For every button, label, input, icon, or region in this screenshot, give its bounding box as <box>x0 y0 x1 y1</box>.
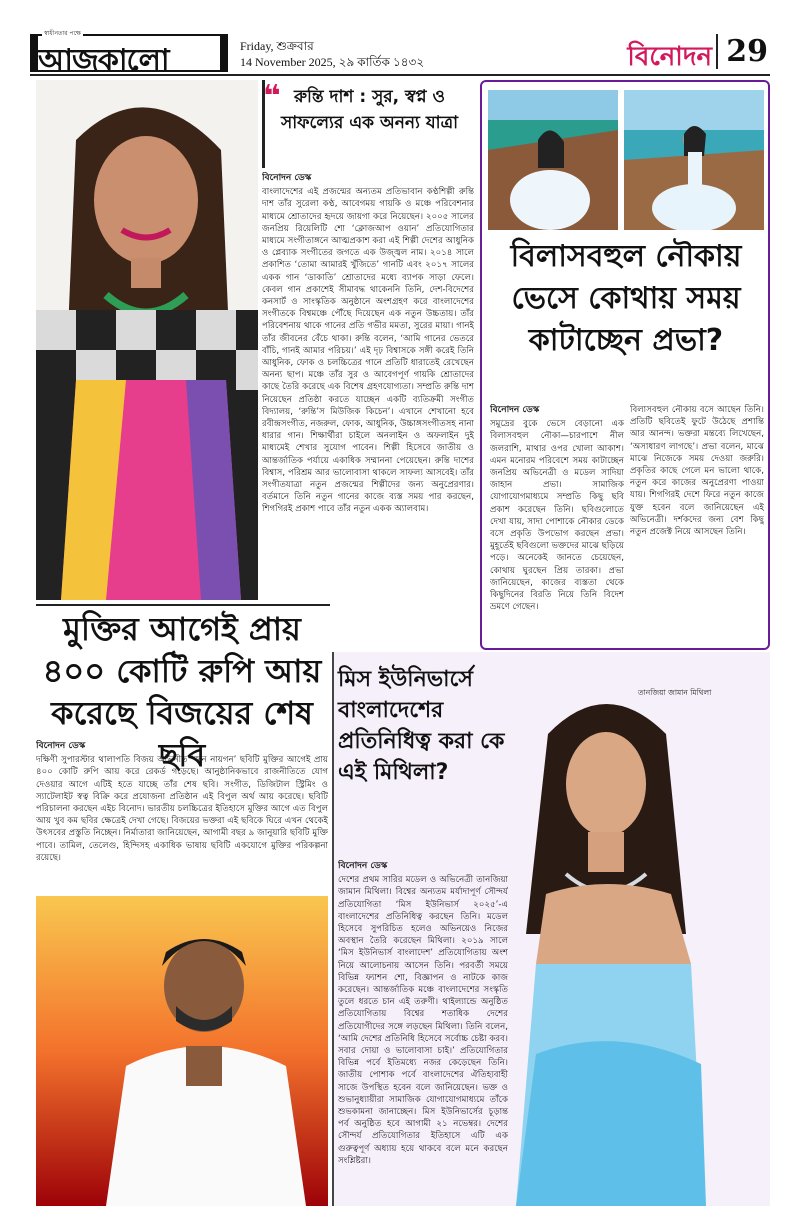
story1-headline-text: রুন্তি দাশ : সুর, স্বপ্ন ও সাফল্যের এক অনন্য যাত্রা <box>280 87 459 133</box>
masthead <box>30 30 770 78</box>
story2-photo-right <box>624 90 764 230</box>
actor-photo-illustration <box>36 896 328 1206</box>
logo-slogan: স্বাধীনতার পক্ষে <box>44 30 81 37</box>
quote-mark-icon: ❝ <box>263 79 281 114</box>
story2-photo-left <box>488 90 618 230</box>
story4-body <box>338 860 508 1206</box>
section-title: বিনোদন <box>627 42 712 72</box>
newspaper-logo: আজকালো <box>38 43 169 78</box>
page-number: 29 <box>716 34 768 69</box>
story2-body-right <box>630 404 764 642</box>
boat-photo-illustration <box>488 90 618 230</box>
issue-day: Friday, শুক্রবার <box>240 39 314 53</box>
story2-body-left-text: সমুদ্রের বুকে ভেসে বেড়ানো এক বিলাসবহুল নৌকা—চারপাশে নীল জলরাশি, মাথার ওপর খোলা আকাশ। এমন মনোরম পরিবেশে সময় কাটাচ্ছেন জনপ্রিয় অভিনেত্রী ও মডেল সাদিয়া জাহান প্রভা। সামাজিক যোগাযোগমাধ্যমে সম্প্রতি কিছু ছবি প্রকাশ করেছেন তিনি। ছবিগুলোতে দেখা যায়, সাদা পোশাকে নৌকার ডেকে বসে প্রকৃতি উপভোগ করছেন প্রভা। মুহূর্তেই ছবিগুলো ভক্তদের মাঝে ছড়িয়ে পড়ে। অনেকেই জানতে চেয়েছেন, কোথায় ঘুরছেন প্রিয় তারকা। প্রভা জানিয়েছেন, কাজের ব্যস্ততা থেকে কিছুদিনের বিরতি নিয়ে তিনি বিদেশ ভ্রমণে গেছেন। <box>490 419 624 613</box>
story3-body-text: দক্ষিণী সুপারস্টার থালাপতি বিজয় অভিনীত ‘জন নায়গন’ ছবিটি মুক্তির আগেই প্রায় ৪০০ কোটি রুপি আয় করে রেকর্ড গড়েছে। আনুষ্ঠানিকভাবে রাজনীতিতে যোগ দেওয়ার আগে এটিই হতে যাচ্ছে তাঁর শেষ ছবি। সংগীত, ডিজিটাল স্ট্রিমিং ও স্যাটেলাইট স্বত্ব বিক্রি করে প্রযোজনা প্রতিষ্ঠান এই বিপুল অর্থ আয় করেছে। ছবিটি পরিচালনা করছেন এইচ বিনোদ। ভারতীয় চলচ্চিত্রের ইতিহাসে মুক্তির আগে এত বিপুল আয় খুব কম ছবির ক্ষেত্রেই দেখা গেছে। বিজয়ের ভক্তরা এই ছবিকে ঘিরে এখন থেকেই উৎসবের প্রস্তুতি নিচ্ছেন। নির্মাতারা জানিয়েছেন, আগামী বছর ৯ জানুয়ারি ছবিটি মুক্তি পাবে। তামিল, তেলেগু, হিন্দিসহ একাধিক ভাষায় ছবিটি একযোগে মুক্তির পরিকল্পনা রয়েছে। <box>36 755 328 863</box>
issue-full-date: 14 November 2025, ২৯ কার্তিক ১৪৩২ <box>240 55 425 69</box>
story3-body <box>36 740 328 890</box>
story3-photo <box>36 896 328 1206</box>
boat-photo-illustration <box>624 90 764 230</box>
story1-byline: বিনোদন ডেস্ক <box>262 173 312 183</box>
story2-body-left <box>490 404 624 642</box>
story4-body-text: দেশের প্রথম সারির মডেল ও অভিনেত্রী তানজিয়া জামান মিথিলা। বিশ্বের অন্যতম মর্যাদাপূর্ণ সৌন্দর্য প্রতিযোগিতা ‘মিস ইউনিভার্স ২০২৫’-এ বাংলাদেশের প্রতিনিধিত্ব করছেন তিনি। মডেল হিসেবে সুপরিচিত হলেও অভিনয়েও নিজের অবস্থান তৈরি করেছেন মিথিলা। ২০১৯ সালে ‘মিস ইউনিভার্স বাংলাদেশ’ প্রতিযোগিতায় অংশ নিয়ে আলোচনায় আসেন তিনি। পরবর্তী সময়ে বিভিন্ন ফ্যাশন শো, বিজ্ঞাপন ও নাটকে কাজ করেছেন। আন্তর্জাতিক মঞ্চে বাংলাদেশের সংস্কৃতি তুলে ধরতে চান এই তরুণী। থাইল্যান্ডে অনুষ্ঠিত প্রতিযোগিতায় বিশ্বের শতাধিক দেশের প্রতিযোগীদের সঙ্গে লড়ছেন মিথিলা। তিনি বলেন, ‘আমি দেশের প্রতিনিধি হিসেবে সর্বোচ্চ চেষ্টা করব। সবার দোয়া ও ভালোবাসা চাই।’ প্রতিযোগিতার বিভিন্ন পর্বে ইতিমধ্যে নজর কেড়েছেন তিনি। জাতীয় পোশাক পর্বে বাংলাদেশের ঐতিহ্যবাহী সাজে উপস্থিত হবেন বলে জানিয়েছেন। ভক্ত ও শুভানুধ্যায়ীরা সামাজিক যোগাযোগমাধ্যমে তাঁকে শুভকামনা জানাচ্ছেন। মিস ইউনিভার্সের চূড়ান্ত পর্ব অনুষ্ঠিত হবে আগামী ২১ নভেম্বর। দেশের সৌন্দর্য প্রতিযোগিতার ইতিহাসে এটি এক গুরুত্বপূর্ণ অধ্যায় হয়ে থাকবে বলে মনে করছেন সংশ্লিষ্টরা। <box>338 875 508 1166</box>
story4-photo-caption: তানজিয়া জামান মিথিলা <box>638 688 712 697</box>
singer-portrait-illustration <box>36 80 258 600</box>
story4-byline: বিনোদন ডেস্ক <box>338 861 388 871</box>
story3-headline: মুক্তির আগেই প্রায় ৪০০ কোটি রুপি আয় করেছে বিজয়ের শেষ ছবি <box>42 610 322 774</box>
story1-body <box>262 172 474 600</box>
story2-headline: বিলাসবহুল নৌকায় ভেসে কোথায় সময় কাটাচ্ছেন প্রভা? <box>510 239 742 358</box>
story4-headline: মিস ইউনিভার্সে বাংলাদেশের প্রতিনিধিত্ব করা কে এই মিথিলা? <box>338 667 505 785</box>
story1-headline <box>262 80 474 168</box>
section-divider <box>36 604 330 606</box>
story3-byline: বিনোদন ডেস্ক <box>36 741 86 751</box>
story2-byline: বিনোদন ডেস্ক <box>490 405 540 415</box>
story1-body-text: বাংলাদেশের এই প্রজন্মের অন্যতম প্রতিভাবান কণ্ঠশিল্পী রুন্তি দাশ তাঁর সুরেলা কণ্ঠ, আবেগময় গায়কি ও মঞ্চে পরিবেশনার মাধ্যমে শ্রোতাদের হৃদয়ে জায়গা করে নিয়েছেন। ২০০৫ সালের জনপ্রিয় রিয়েলিটি শো ‘ক্লোজআপ ওয়ান’ প্রতিযোগিতার মাধ্যমে সংগীতাঙ্গনে আত্মপ্রকাশ করা এই শিল্পী দেশের আধুনিক ও প্লেব্যাক সংগীতের জগতে এক উজ্জ্বল নাম। ২০১৪ সালে প্রকাশিত ‘তোমা আমারই খুঁজিতে’ গানটি এবং ২০১৭ সালের একক গান ‘ডাকাতি’ শ্রোতাদের মধ্যে ব্যাপক সাড়া ফেলে। কেবল গান প্রকাশেই সীমাবদ্ধ থাকেননি তিনি, দেশ-বিদেশের কনসার্ট ও সাংস্কৃতিক অনুষ্ঠানে অংশগ্রহণ করে বাংলাদেশের সংগীতকে বিশ্বমঞ্চে পৌঁছে দিয়েছেন এক নতুন উচ্চতায়। তাঁর পরিবেশনায় থাকে গানের প্রতি গভীর মমতা, সুরের মায়া। গানই তাঁর জীবনের বেঁচে থাকা। রুন্তি বলেন, ‘আমি গানের ভেতরে বাঁচি, গানই আমার পরিচয়।’ এই দৃঢ় বিশ্বাসকে সঙ্গী করেই তিনি আধুনিক, ফোক ও চলচ্চিত্রের গানে প্রতিটি ধারাতেই রেখেছেন অনন্য ছাপ। মঞ্চে তাঁর সুর ও আবেগপূর্ণ গায়কি শ্রোতাদের কাছে তৈরি করেছে এক বিশেষ গ্রহণযোগ্যতা। সম্প্রতি রুন্তি দাশ নিয়েছেন প্রতিষ্ঠা করতে যাচ্ছেন একটি ব্যতিক্রমী সংগীত বিদ্যালয়, ‘রুন্তি’স মিউজিক কিচেন’। এখানে শেখানো হবে রবীন্দ্রসংগীত, নজরুল, ফোক, আধুনিক, উচ্চাঙ্গসংগীতসহ নানা ধারার গান। শিক্ষার্থীরা চাইলে অনলাইন ও অফলাইন দুই মাধ্যমেই শেখার সুযোগ পাবেন। শিল্পী হিসেবে জাতীয় ও আন্তর্জাতিক পর্যায়ে একাধিক সম্মাননা পেয়েছেন। রুন্তি দাশের বিশ্বাস, পরিশ্রম আর ভালোবাসা থাকলে সাফল্য আসবেই। তাঁর সংগীতযাত্রা নতুন প্রজন্মের শিল্পীদের জন্য অনুপ্রেরণার। বর্তমানে তিনি নতুন গানের কাজে ব্যস্ত সময় পার করছেন, শিগগিরই প্রকাশ পাবে তাঁর নতুন একক অ্যালবাম। <box>262 187 474 515</box>
issue-date <box>240 38 424 70</box>
story2-body-right-text: বিলাসবহুল নৌকায় বসে আছেন তিনি। প্রতিটি ছবিতেই ফুটে উঠেছে প্রশান্তি আর আনন্দ। ভক্তরা মন্তব্যে লিখেছেন, ‘অসাধারণ লাগছে’। প্রভা বলেন, মাঝে মাঝে নিজেকে সময় দেওয়া জরুরি। প্রকৃতির কাছে গেলে মন ভালো থাকে, নতুন করে কাজের অনুপ্রেরণা পাওয়া যায়। শিগগিরই দেশে ফিরে নতুন কাজে যুক্ত হবেন বলে জানিয়েছেন এই অভিনেত্রী। দর্শকদের জন্য বেশ কিছু নতুন প্রজেক্ট নিয়ে আসছেন তিনি। <box>630 405 764 538</box>
story1-photo <box>36 80 258 600</box>
